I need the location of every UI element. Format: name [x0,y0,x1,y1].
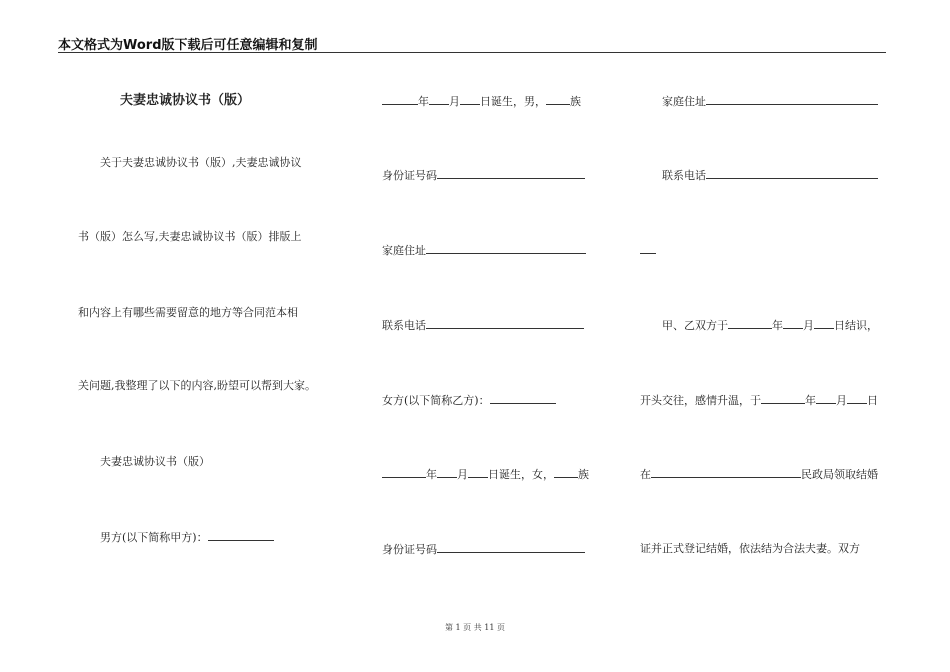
ethnic-label: 族 [570,95,581,108]
male-month-blank[interactable] [429,94,449,105]
marriage-date-line [640,393,878,408]
addr-label: 家庭住址 [382,244,426,257]
subtitle: 夫妻忠诚协议书（版） [100,455,210,468]
male-addr-blank[interactable] [426,243,586,254]
male-ethnic-blank[interactable] [546,94,570,105]
acquaint-end-label: 日结识， [834,319,878,332]
acquaint-label: 甲、乙双方于 [662,319,728,332]
bureau-line [640,467,878,482]
acquaint-year-blank[interactable] [728,318,772,329]
female-phone-blank[interactable] [706,168,878,179]
bureau-blank[interactable] [651,467,801,478]
header-text: 本文格式为Word版下载后可任意编辑和复制 [58,38,318,53]
birth-male-label: 日诞生，男， [480,95,546,108]
man-label: 男方(以下简称甲方)： [100,531,208,544]
birth-female-label: 日诞生，女， [488,468,554,481]
month-label: 月 [836,394,847,407]
man-name-blank[interactable] [208,530,274,541]
registration-line: 证并正式登记结婚，依法结为合法夫妻。双方 [640,542,860,555]
acquaint-line [662,318,878,333]
female-addr-line [662,94,878,109]
male-year-blank[interactable] [382,94,418,105]
bureau-label: 民政局领取结婚 [801,468,878,481]
day-label: 日 [867,394,878,407]
id-label: 身份证号码 [382,169,437,182]
intro-line-1: 关于夫妻忠诚协议书（版）,夫妻忠诚协议 [100,156,302,169]
id-label: 身份证号码 [382,543,437,556]
addr-label: 家庭住址 [662,95,706,108]
month-label: 月 [803,319,814,332]
page-footer: 第 1 页 共 11 页 [445,623,505,632]
male-id-line [382,168,585,183]
female-id-line [382,542,585,557]
page-header [58,34,886,53]
marriage-year-blank[interactable] [761,393,805,404]
male-phone-line [382,318,584,333]
female-day-blank[interactable] [468,467,488,478]
woman-line [382,393,556,408]
male-birth-line [382,94,581,109]
female-birth-line [382,467,589,482]
acquaint-day-blank[interactable] [814,318,834,329]
female-id-blank[interactable] [437,542,585,553]
ethnic-label: 族 [578,468,589,481]
male-id-blank[interactable] [437,168,585,179]
doc-title: 夫妻忠诚协议书（版） [120,93,251,108]
phone-label: 联系电话 [382,319,426,332]
phone-continuation [640,243,656,258]
male-addr-line [382,243,586,258]
at-label: 在 [640,468,651,481]
woman-label: 女方(以下简称乙方)： [382,394,490,407]
year-label: 年 [418,95,429,108]
male-phone-blank[interactable] [426,318,584,329]
marriage-day-blank[interactable] [847,393,867,404]
intro-line-3: 和内容上有哪些需要留意的地方等合同范本相 [78,306,298,319]
female-addr-blank[interactable] [706,94,878,105]
acquaint-month-blank[interactable] [783,318,803,329]
man-line [100,530,274,545]
marriage-label: 开头交往，感情升温，于 [640,394,761,407]
female-phone-line [662,168,878,183]
marriage-month-blank[interactable] [816,393,836,404]
month-label: 月 [449,95,460,108]
year-label: 年 [772,319,783,332]
year-label: 年 [805,394,816,407]
woman-name-blank[interactable] [490,393,556,404]
phone-label: 联系电话 [662,169,706,182]
month-label: 月 [457,468,468,481]
female-month-blank[interactable] [437,467,457,478]
female-ethnic-blank[interactable] [554,467,578,478]
phone-continuation-blank[interactable] [640,243,656,254]
intro-line-4: 关问题,我整理了以下的内容,盼望可以帮到大家。 [78,379,316,392]
male-day-blank[interactable] [460,94,480,105]
intro-line-2: 书（版）怎么写,夫妻忠诚协议书（版）排版上 [78,230,302,243]
female-year-blank[interactable] [382,467,426,478]
year-label: 年 [426,468,437,481]
